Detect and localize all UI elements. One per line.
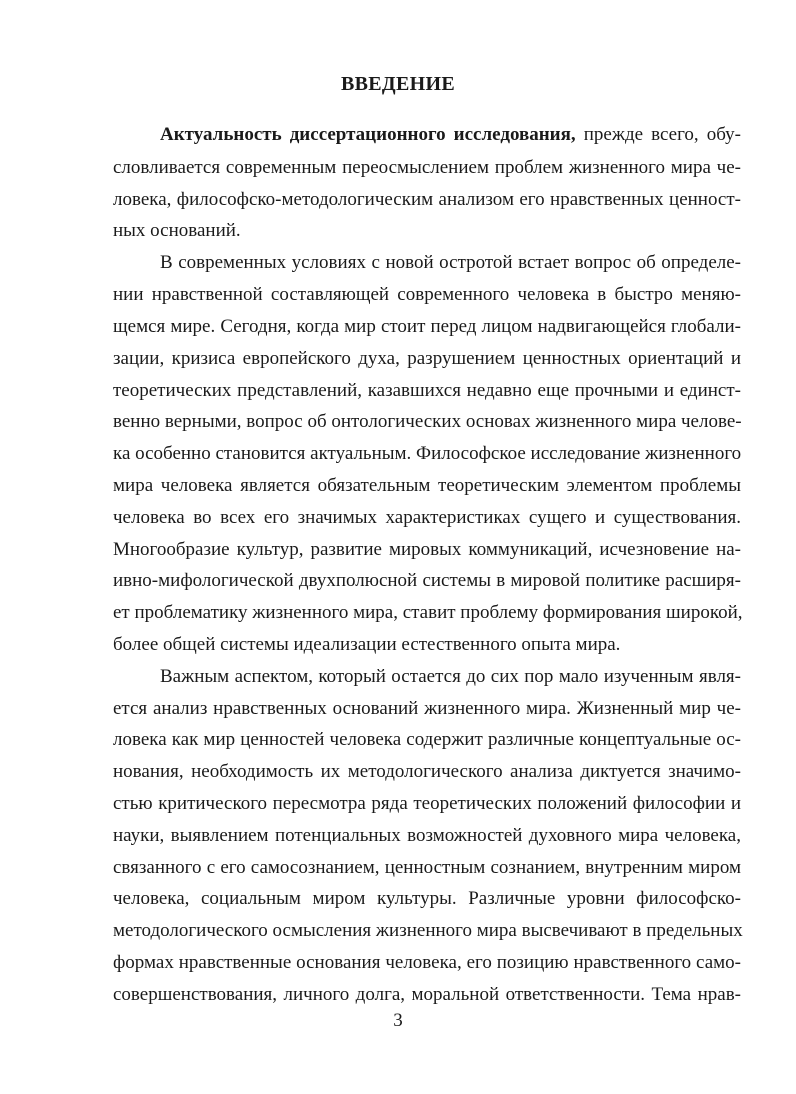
page-number: 3 xyxy=(393,1010,403,1031)
text-line: венно верными, вопрос об онтологических основах жизненного мира челове- xyxy=(113,411,742,432)
text-line: науки, выявлением потенциальных возможностей духовного мира человека, xyxy=(113,825,741,846)
text-line: Актуальность диссертационного исследования, прежде всего, обу- xyxy=(160,124,741,145)
text-line: ловека, философско-методологическим анализом его нравственных ценност- xyxy=(113,189,741,210)
text-line: нования, необходимость их методологического анализа диктуется значимо- xyxy=(113,761,741,782)
text-line: зации, кризиса европейского духа, разрушением ценностных ориентаций и xyxy=(113,348,741,369)
text-line: щемся мире. Сегодня, когда мир стоит перед лицом надвигающейся глобали- xyxy=(113,316,741,337)
text-line: совершенствования, личного долга, моральной ответственности. Тема нрав- xyxy=(113,984,741,1005)
document-title: ВВЕДЕНИЕ xyxy=(341,73,455,95)
text-line: ловека как мир ценностей человека содержит различные концептуальные ос- xyxy=(113,729,741,750)
text-line: ка особенно становится актуальным. Философское исследование жизненного xyxy=(113,443,742,464)
text-line: методологического осмысления жизненного мира высвечивают в предельных xyxy=(113,920,743,941)
text-line: Важным аспектом, который остается до сих пор мало изученным явля- xyxy=(160,666,741,687)
text-line: В современных условиях с новой остротой встает вопрос об определе- xyxy=(160,252,741,273)
text-line: нии нравственной составляющей современного человека в быстро меняю- xyxy=(113,284,741,305)
text-line: стью критического пересмотра ряда теоретических положений философии и xyxy=(113,793,741,814)
text-line: ет проблематику жизненного мира, ставит проблему формирования широкой, xyxy=(113,602,743,623)
text-line: человека, социальным миром культуры. Различные уровни философско- xyxy=(113,888,741,909)
text-line: ется анализ нравственных оснований жизненного мира. Жизненный мир че- xyxy=(113,698,741,719)
text-line: словливается современным переосмыслением проблем жизненного мира че- xyxy=(113,157,741,178)
text-line: связанного с его самосознанием, ценностным сознанием, внутренним миром xyxy=(113,857,741,878)
text-line: формах нравственные основания человека, его позицию нравственного само- xyxy=(113,952,741,973)
text-line: ных оснований. xyxy=(113,220,241,241)
text-line: человека во всех его значимых характеристиках сущего и существования. xyxy=(113,507,741,528)
text-line: теоретических представлений, казавшихся недавно еще прочными и единст- xyxy=(113,380,741,401)
text-line: более общей системы идеализации естественного опыта мира. xyxy=(113,634,621,655)
bold-lead-phrase: Актуальность диссертационного исследования, xyxy=(160,124,576,145)
text-line: Многообразие культур, развитие мировых коммуникаций, исчезновение на- xyxy=(113,539,741,560)
text-line: ивно-мифологической двухполюсной системы в мировой политике расширя- xyxy=(113,570,741,591)
text-line: мира человека является обязательным теоретическим элементом проблемы xyxy=(113,475,741,496)
